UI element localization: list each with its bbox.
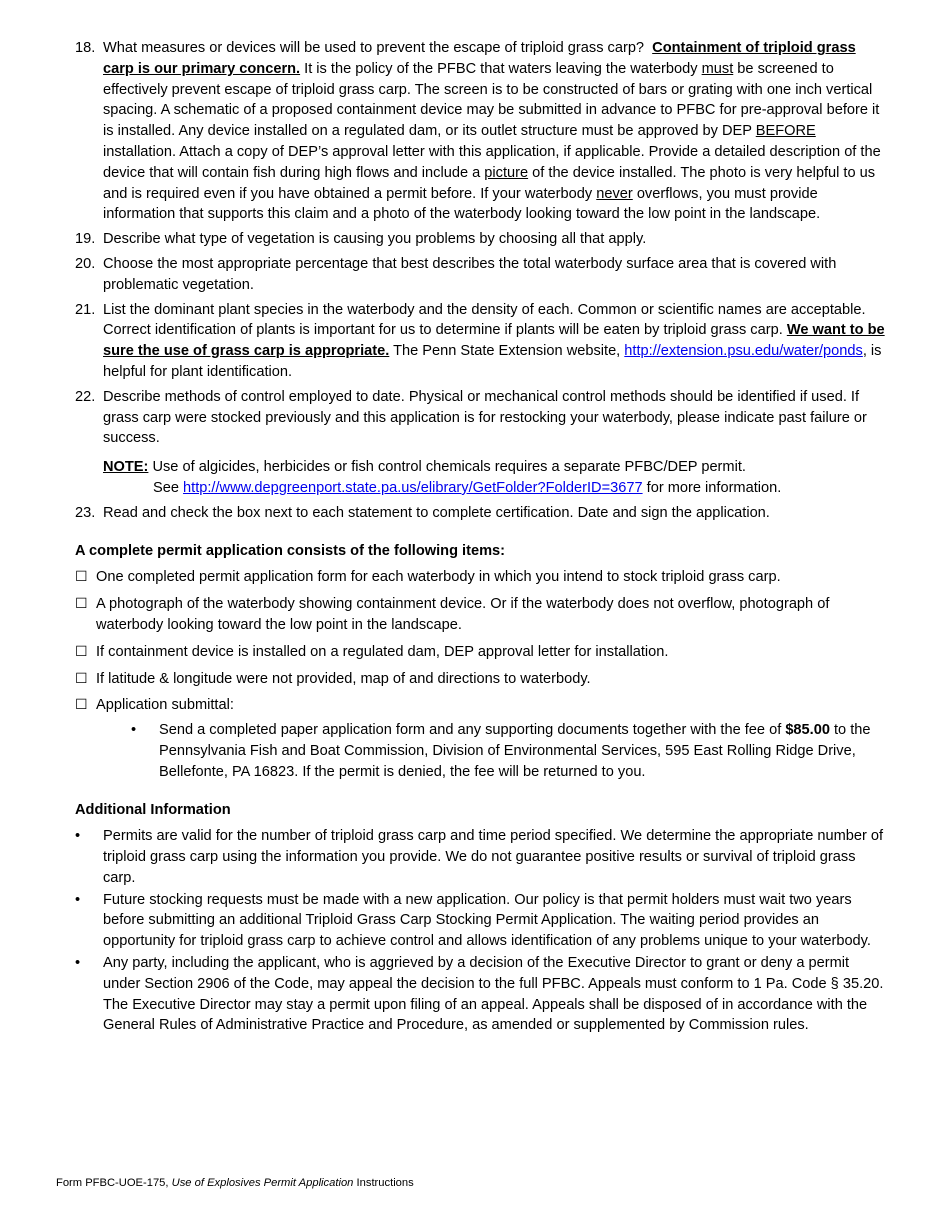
note-see: See xyxy=(153,479,184,496)
additional-info-heading: Additional Information xyxy=(75,801,231,818)
bullet-icon: • xyxy=(75,955,81,972)
underlined-never: never xyxy=(596,185,633,202)
note-after: for more information. xyxy=(642,479,782,496)
depgreenport-link[interactable]: http://www.depgreenport.state.pa.us/elibrary/GetFolder?FolderID=3677 xyxy=(183,479,643,496)
item-18-text: of the device installed. The photo is very helpful to us and is required even if you have obtained a permit before. If your waterbody xyxy=(103,164,876,202)
checklist-item-text: If containment device is installed on a regulated dam, DEP approval letter for installation. xyxy=(96,643,669,660)
checklist-item xyxy=(75,642,890,663)
item-number: 23. xyxy=(75,504,96,521)
checkbox-icon[interactable]: ☐ xyxy=(75,670,88,687)
item-18-text: overflows, you must provide information that supports this claim and a photo of the waterbody looking toward the low point in the landscape. xyxy=(103,185,821,223)
checklist-item xyxy=(75,695,890,716)
footer-suffix: Instructions xyxy=(353,1177,414,1189)
item-18-text: installation. Attach a copy of DEP’s approval letter with this application, if applicable. Provide a detailed description of the device that will contain fish during high flows and include a xyxy=(103,143,881,181)
bullet-icon: • xyxy=(131,722,137,739)
item-number: 18. xyxy=(75,40,96,56)
checkbox-icon[interactable]: ☐ xyxy=(75,569,88,586)
item-23 xyxy=(75,503,890,524)
item-21-text: , is helpful for plant identification. xyxy=(103,343,882,380)
checklist-item-text: If latitude & longitude were not provided, map of and directions to waterbody. xyxy=(96,670,591,687)
item-21-emphasis: We want to be sure the use of grass carp is appropriate. xyxy=(103,322,885,360)
item-18 xyxy=(75,38,890,225)
item-number: 21. xyxy=(75,301,96,318)
item-21-text: List the dominant plant species in the waterbody and the density of each. Common or scientific names are acceptable. Correct identification of plants is important for us to determine if plants will be eaten by triploid grass carp. xyxy=(103,301,866,339)
item-number: 20. xyxy=(75,255,96,272)
note-text: Use of algicides, herbicides or fish control chemicals requires a separate PFBC/DEP permit. xyxy=(148,459,746,476)
instructions-content xyxy=(75,38,890,1037)
submittal-text: Send a completed paper application form and any supporting documents together with the fee of xyxy=(159,722,786,739)
item-18-emphasis: Containment of triploid grass carp is our primary concern. xyxy=(103,40,856,77)
item-number: 22. xyxy=(75,388,96,405)
additional-bullet xyxy=(75,890,890,952)
item-18-text: be screened to effectively prevent escape of triploid grass carp. The screen is to be constructed of bars or grating with one inch vertical spacing. A schematic of a proposed containment device may be submitted in advance to PFBC for pre-approval before it is installed. Any device installed on a regulated dam, or its outlet structure must be approved by DEP xyxy=(103,60,880,140)
bullet-icon: • xyxy=(75,891,81,908)
additional-bullet-text: Permits are valid for the number of triploid grass carp and time period specified. We determine the appropriate number of triploid grass carp using the information you provide. We do not guarantee positive results or survival of triploid grass carp. xyxy=(103,828,884,886)
submittal-bullet xyxy=(75,720,890,782)
checklist-item xyxy=(75,669,890,690)
checklist-item-text: A photograph of the waterbody showing containment device. Or if the waterbody does not overflow, photograph of waterbody looking toward the low point in the landscape. xyxy=(96,596,830,633)
additional-bullet xyxy=(75,953,890,1036)
item-18-question: What measures or devices will be used to prevent the escape of triploid grass carp? xyxy=(103,40,645,56)
note-block xyxy=(75,457,890,499)
item-20-text: Choose the most appropriate percentage that best describes the total waterbody surface area that is covered with problematic vegetation. xyxy=(103,255,837,293)
bullet-icon: • xyxy=(75,828,81,845)
underlined-picture: picture xyxy=(484,164,529,181)
item-20 xyxy=(75,254,890,296)
item-18-text: It is the policy of the PFBC that waters leaving the waterbody xyxy=(300,60,702,77)
item-19 xyxy=(75,229,890,250)
checkbox-icon[interactable]: ☐ xyxy=(75,697,88,714)
additional-bullet-text: Future stocking requests must be made with a new application. Our policy is that permit holders must wait two years before submitting an additional Triploid Grass Carp Stocking Permit Application. The waiting period provides an opportunity for triploid grass carp to achieve control and allows identification of any problems unique to your waterbody. xyxy=(103,891,871,950)
item-number: 19. xyxy=(75,231,96,248)
checklist-item-text: Application submittal: xyxy=(96,697,234,714)
underlined-must: must xyxy=(701,60,734,77)
additional-bullet xyxy=(75,826,890,888)
footer-form-id: Form PFBC-UOE-175, xyxy=(56,1177,172,1189)
item-19-text: Describe what type of vegetation is causing you problems by choosing all that apply. xyxy=(103,231,647,248)
checklist-heading: A complete permit application consists of the following items: xyxy=(75,542,506,559)
item-22-text: Describe methods of control employed to date. Physical or mechanical control methods should be identified if used. If grass carp were stocked previously and this application is for restocking your waterbody, please indicate past failure or success. xyxy=(103,388,867,447)
footer-form-title: Use of Explosives Permit Application xyxy=(171,1177,354,1189)
penn-state-extension-link[interactable]: http://extension.psu.edu/water/ponds xyxy=(624,343,863,360)
item-22 xyxy=(75,387,890,449)
additional-bullet-text: Any party, including the applicant, who is aggrieved by a decision of the Executive Director to grant or deny a permit under Section 2906 of the Code, may appeal the decision to the full PFBC. Appeals must conform to 1 Pa. Code § 35.20. The Executive Director may stay a permit upon filing of an appeal. Appeals shall be disposed of in accordance with the General Rules of Administrative Practice and Procedure, as amended or supplemented by Commission rules. xyxy=(103,955,884,1034)
note-label: NOTE: xyxy=(103,459,149,476)
checkbox-icon[interactable]: ☐ xyxy=(75,596,88,613)
checkbox-icon[interactable]: ☐ xyxy=(75,643,88,660)
item-21 xyxy=(75,300,890,383)
item-23-text: Read and check the box next to each statement to complete certification. Date and sign the application. xyxy=(103,504,770,521)
checklist-item-text: One completed permit application form for each waterbody in which you intend to stock triploid grass carp. xyxy=(96,569,781,586)
note-see-line xyxy=(103,478,890,499)
checklist-item xyxy=(75,594,890,636)
fee-amount: $85.00 xyxy=(785,722,830,739)
checklist-item xyxy=(75,567,890,588)
item-21-text: The Penn State Extension website, xyxy=(389,343,625,360)
underlined-before: BEFORE xyxy=(755,123,816,140)
page-footer xyxy=(56,1176,414,1190)
submittal-text: to the Pennsylvania Fish and Boat Commission, Division of Environmental Services, 595 East Rolling Ridge Drive, Bellefonte, PA 16823. If the permit is denied, the fee will be returned to you. xyxy=(159,722,871,780)
